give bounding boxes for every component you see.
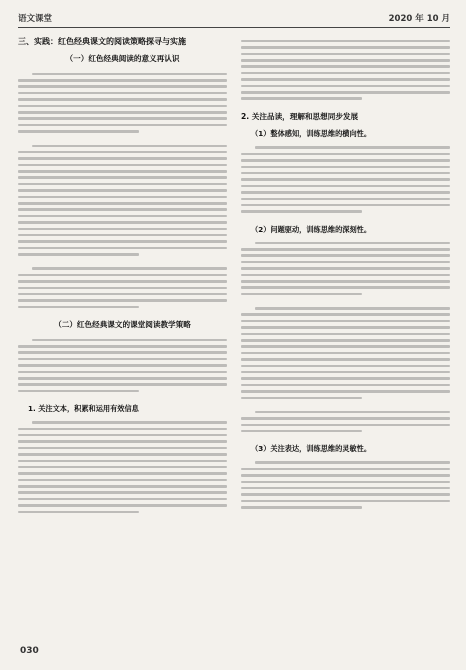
- paragraph-illegible: [18, 264, 227, 313]
- running-header: [18, 8, 450, 24]
- section-heading-practice: 三、实践：红色经典课文的阅读策略探寻与实施: [18, 37, 186, 46]
- subheading-expression: （3）关注表达，训练思维的灵敏性。: [251, 444, 372, 454]
- two-column-body: [18, 36, 450, 630]
- paragraph-illegible: [18, 141, 227, 260]
- subheading-significance: （一）红色经典阅读的意义再认识: [65, 54, 180, 64]
- subheading-reading-thinking: 2. 关注品读，理解和思想同步发展: [241, 111, 359, 121]
- subheading-text-info: 1. 关注文本，积累和运用有效信息: [28, 404, 139, 414]
- paragraph-illegible: [241, 303, 450, 403]
- paragraph-illegible: [241, 457, 450, 512]
- subheading-overall-perception: （1）整体感知，训练思维的横向性。: [251, 129, 372, 139]
- issue-date: 2020 年 10 月: [388, 14, 450, 24]
- right-column: [241, 36, 450, 630]
- header-divider: [18, 27, 450, 28]
- paragraph-illegible: [18, 335, 227, 396]
- left-column: [18, 36, 227, 630]
- page-number: 030: [20, 646, 39, 656]
- paragraph-illegible: [241, 143, 450, 217]
- paragraph-illegible: [241, 407, 450, 436]
- paragraph-illegible: [241, 238, 450, 299]
- paragraph-illegible: [241, 36, 450, 104]
- subheading-strategies: （二）红色经典课文的课堂阅读教学策略: [54, 320, 191, 330]
- paragraph-illegible: [18, 417, 227, 517]
- journal-section-name: 语文课堂: [18, 14, 53, 24]
- paragraph-illegible: [18, 69, 227, 137]
- subheading-problem-driven: （2）问题驱动，训练思维的深刻性。: [251, 224, 372, 234]
